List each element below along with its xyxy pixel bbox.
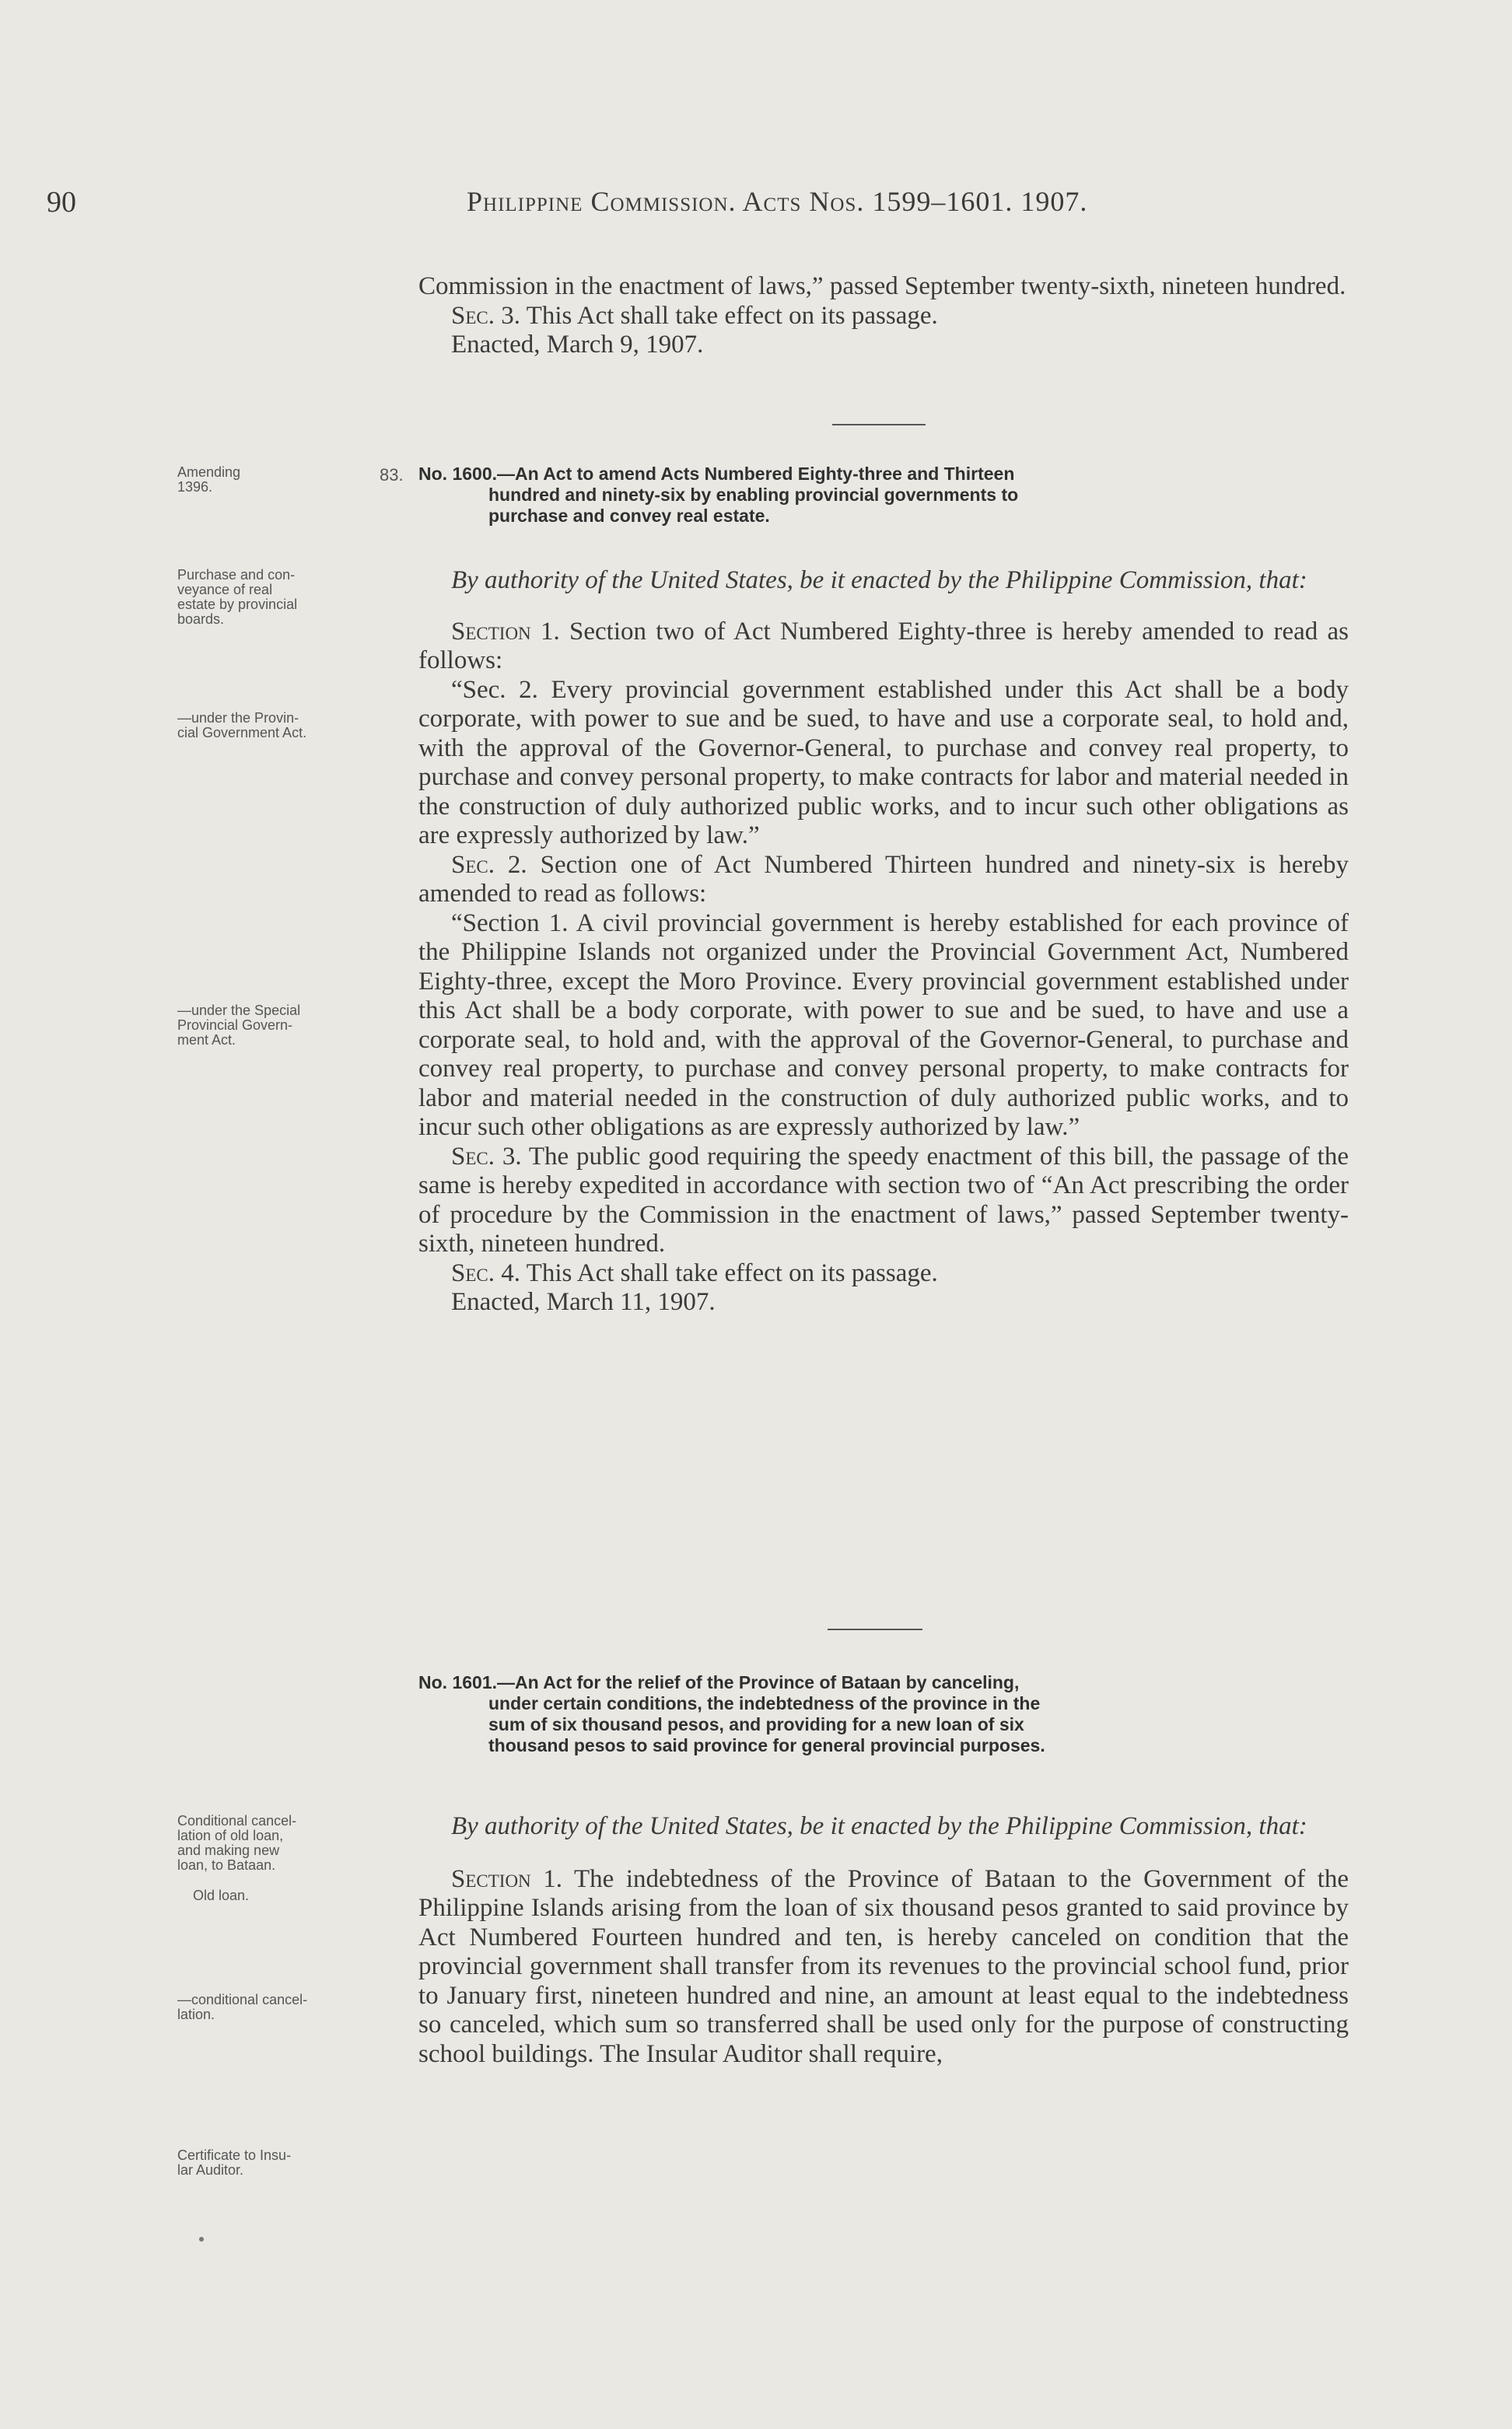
continuation-block [418, 272, 1349, 360]
sidenote-line: and making new [177, 1843, 280, 1858]
page-header [47, 185, 1353, 224]
sidenote-line: boards. [177, 611, 225, 627]
section-4-paragraph [418, 1259, 1349, 1289]
section-2-paragraph [418, 851, 1349, 909]
sidenote-line: —conditional cancel- [177, 1992, 308, 2007]
sidenote-line: Provincial Govern- [177, 1017, 293, 1033]
sidenote-under-provincial [177, 711, 411, 740]
section-1-paragraph [418, 1865, 1349, 2070]
section-text: This Act shall take effect on its passage. [526, 1258, 938, 1287]
act-1600-heading [418, 464, 1352, 527]
sidenote-line: 1396. [177, 479, 213, 495]
heading-line: purchase and convey real estate. [488, 506, 770, 526]
sidenote-line: Certificate to Insu- [177, 2147, 292, 2163]
sidenote-line: veyance of real [177, 582, 273, 597]
sidenote-old-loan [193, 1888, 426, 1903]
sidenote-purchase [177, 568, 411, 627]
separator-rule [828, 1629, 922, 1630]
section-label: Sec. 3. [451, 1142, 522, 1171]
continuation-text: Commission in the enactment of laws,” passed September twenty-sixth, nineteen hundred. [418, 272, 1346, 300]
section-label: Sec. 3. [451, 301, 520, 330]
ink-speck [199, 2237, 204, 2242]
enacted-line: Enacted, March 9, 1907. [451, 331, 704, 359]
sidenote-line: Purchase and con- [177, 567, 296, 583]
section-label: Section 1. [451, 617, 560, 646]
running-title: Philippine Commission. Acts Nos. 1599–1601. 1907. [467, 186, 1088, 217]
enacting-clause: By authority of the United States, be it enacted by the Philippine Commission, that: [451, 566, 1307, 594]
heading-line: sum of six thousand pesos, and providing for a new loan of six [488, 1714, 1024, 1734]
sidenote-line: lation. [177, 2007, 215, 2022]
sidenote-line: cial Government Act. [177, 725, 307, 740]
act-1601-body [418, 1812, 1349, 2069]
sidenote-conditional-cancellation [177, 1993, 411, 2022]
cross-reference: 83. [380, 465, 404, 485]
section-text: Section two of Act Numbered Eighty-three is hereby amended to read as follows: [418, 617, 1349, 674]
heading-line: No. 1601.—An Act for the relief of the Province of Bataan by canceling, [418, 1672, 1020, 1692]
section-text: The public good requiring the speedy enactment of this bill, the passage of the same is hereby expedited in accordance with section two of “An Act prescribing the order of procedure by the Commission in the enactment of laws,” passed September twenty-sixth, nineteen hundred. [418, 1142, 1349, 1258]
enacted-line: Enacted, March 11, 1907. [451, 1288, 716, 1316]
act-1601-heading [418, 1672, 1352, 1756]
heading-line: under certain conditions, the indebtedness of the province in the [488, 1693, 1041, 1713]
separator-rule [832, 424, 926, 425]
sidenote-line: ment Act. [177, 1032, 236, 1048]
act-1600-body [418, 566, 1349, 1318]
heading-line: No. 1600.—An Act to amend Acts Numbered Eighty-three and Thirteen [418, 464, 1015, 484]
heading-line: hundred and ninety-six by enabling provincial governments to [488, 485, 1019, 505]
sidenote-under-special [177, 1003, 411, 1048]
sidenote-conditional-old-loan [177, 1814, 411, 1873]
sidenote-line: Amending [177, 464, 241, 480]
sidenote-certificate [177, 2148, 411, 2178]
section-1-paragraph [418, 618, 1349, 676]
heading-line: thousand pesos to said province for general provincial purposes. [488, 1735, 1045, 1755]
sidenote-line: estate by provincial [177, 597, 298, 612]
section-label: Sec. 2. [451, 850, 527, 879]
section-text: Section one of Act Numbered Thirteen hundred and ninety-six is hereby amended to read as follows: [418, 850, 1349, 908]
section-label: Section 1. [451, 1864, 562, 1893]
sidenote-line: lar Auditor. [177, 2162, 244, 2178]
enacting-clause: By authority of the United States, be it enacted by the Philippine Commission, that: [451, 1812, 1307, 1840]
sidenote-line: —under the Special [177, 1003, 301, 1018]
page-number: 90 [47, 186, 76, 219]
sidenote-line: Conditional cancel- [177, 1813, 297, 1829]
quoted-amendment: “Section 1. A civil provincial government is hereby established for each province of the Philippine Islands not organized under the Provincial Government Act, Numbered Eighty-three, except the Moro Province. Every provincial government established under this Act shall be a body corporate, with power to sue and be sued, to have and use a corporate seal, to hold and, with the approval of the Governor-General, to purchase and convey real property, to purchase and convey personal property, to make contracts for labor and material needed in the construction of duly authorized public works, and to incur such other obligations as are expressly authorized by law.” [418, 908, 1349, 1141]
section-3-paragraph [418, 302, 1349, 331]
section-3-paragraph [418, 1143, 1349, 1259]
section-label: Sec. 4. [451, 1258, 520, 1287]
sidenote-line: Old loan. [193, 1888, 250, 1903]
sidenote-line: lation of old loan, [177, 1828, 284, 1843]
sidenote-amending [177, 465, 411, 495]
section-text: The indebtedness of the Province of Bataan to the Government of the Philippine Islands arising from the loan of six thousand pesos granted to said province by Act Numbered Fourteen hundred and ten, is hereby canceled on condition that the provincial government shall transfer from its revenues to the provincial school fund, prior to January first, nineteen hundred and nine, an amount at least equal to the indebtedness so canceled, which sum so transferred shall be used only for the purpose of constructing school buildings. The Insular Auditor shall require, [418, 1864, 1349, 2068]
sidenote-line: loan, to Bataan. [177, 1857, 276, 1873]
section-text: This Act shall take effect on its passage. [526, 301, 938, 330]
quoted-amendment: “Sec. 2. Every provincial government established under this Act shall be a body corporate, with power to sue and be sued, to have and use a corporate seal, to hold and, with the approval of the Governor-General, to purchase and convey real property, to purchase and convey personal property, to make contracts for labor and material needed in the construction of duly authorized public works, and to incur such other obligations as are expressly authorized by law.” [418, 675, 1349, 849]
sidenote-line: —under the Provin- [177, 710, 299, 726]
